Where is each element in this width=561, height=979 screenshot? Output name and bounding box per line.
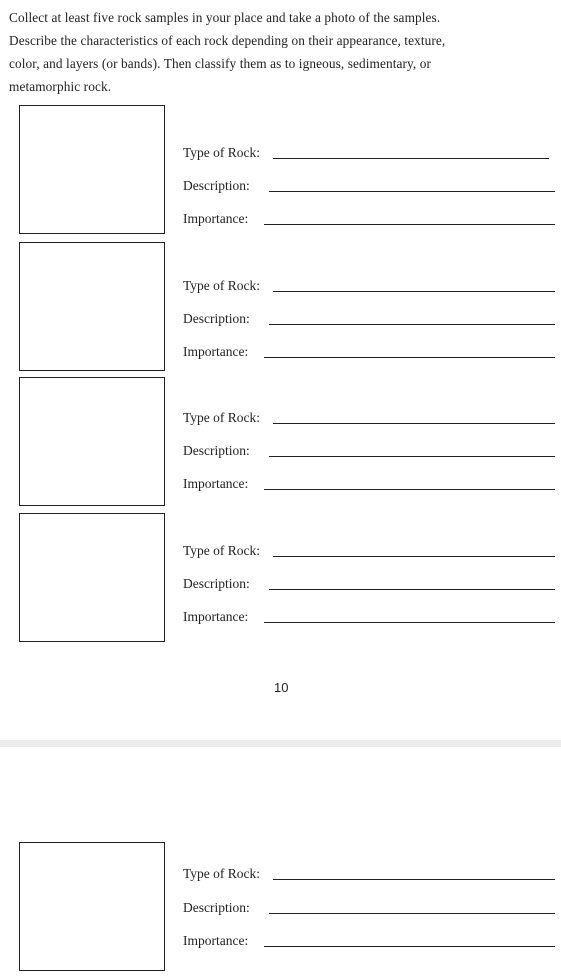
instructions-text (9, 6, 554, 98)
importance-label: Importance: (183, 211, 249, 226)
sample-1-importance-field[interactable] (183, 209, 555, 229)
type-answer-line[interactable] (273, 158, 549, 159)
type-of-rock-label: Type of Rock: (183, 145, 261, 160)
sample-2-importance-field[interactable] (183, 342, 555, 362)
type-answer-line[interactable] (273, 291, 555, 292)
sample-5-photo-box[interactable] (19, 842, 165, 971)
sample-4-type-field[interactable] (183, 541, 555, 561)
sample-4-photo-box[interactable] (19, 513, 165, 642)
page-separator (0, 740, 561, 747)
sample-1-photo-box[interactable] (19, 105, 165, 234)
type-of-rock-label: Type of Rock: (183, 278, 261, 293)
type-of-rock-label: Type of Rock: (183, 410, 261, 425)
type-of-rock-label: Type of Rock: (183, 866, 261, 881)
description-label: Description: (183, 311, 250, 326)
page-number: 10 (274, 680, 289, 695)
instruction-line-3: color, and layers (or bands). Then classify them as to igneous, sedimentary, or (9, 56, 432, 71)
sample-2-photo-box[interactable] (19, 242, 165, 371)
type-answer-line[interactable] (273, 556, 555, 557)
sample-4-description-field[interactable] (183, 574, 555, 594)
sample-3-importance-field[interactable] (183, 474, 555, 494)
description-label: Description: (183, 443, 250, 458)
sample-3-type-field[interactable] (183, 408, 555, 428)
sample-5-type-field[interactable] (183, 864, 555, 884)
description-answer-line[interactable] (269, 913, 555, 914)
description-label: Description: (183, 576, 250, 591)
description-answer-line[interactable] (269, 324, 555, 325)
sample-5-importance-field[interactable] (183, 931, 555, 951)
sample-4-importance-field[interactable] (183, 607, 555, 627)
description-answer-line[interactable] (269, 191, 555, 192)
sample-3-description-field[interactable] (183, 441, 555, 461)
sample-1-type-field[interactable] (183, 143, 555, 163)
type-answer-line[interactable] (273, 879, 555, 880)
instruction-line-1: Collect at least five rock samples in your place and take a photo of the samples. (9, 10, 441, 25)
description-label: Description: (183, 900, 250, 915)
type-of-rock-label: Type of Rock: (183, 543, 261, 558)
instruction-line-4: metamorphic rock. (9, 79, 112, 94)
importance-label: Importance: (183, 609, 249, 624)
sample-2-type-field[interactable] (183, 276, 555, 296)
importance-label: Importance: (183, 476, 249, 491)
importance-answer-line[interactable] (264, 622, 555, 623)
importance-label: Importance: (183, 344, 249, 359)
importance-answer-line[interactable] (264, 946, 555, 947)
sample-3-photo-box[interactable] (19, 377, 165, 506)
description-label: Description: (183, 178, 250, 193)
type-answer-line[interactable] (273, 423, 555, 424)
importance-answer-line[interactable] (264, 357, 555, 358)
description-answer-line[interactable] (269, 589, 555, 590)
importance-answer-line[interactable] (264, 224, 555, 225)
sample-5-description-field[interactable] (183, 898, 555, 918)
sample-2-description-field[interactable] (183, 309, 555, 329)
description-answer-line[interactable] (269, 456, 555, 457)
importance-answer-line[interactable] (264, 489, 555, 490)
sample-1-description-field[interactable] (183, 176, 555, 196)
importance-label: Importance: (183, 933, 249, 948)
instruction-line-2: Describe the characteristics of each rock depending on their appearance, texture, (9, 33, 446, 48)
